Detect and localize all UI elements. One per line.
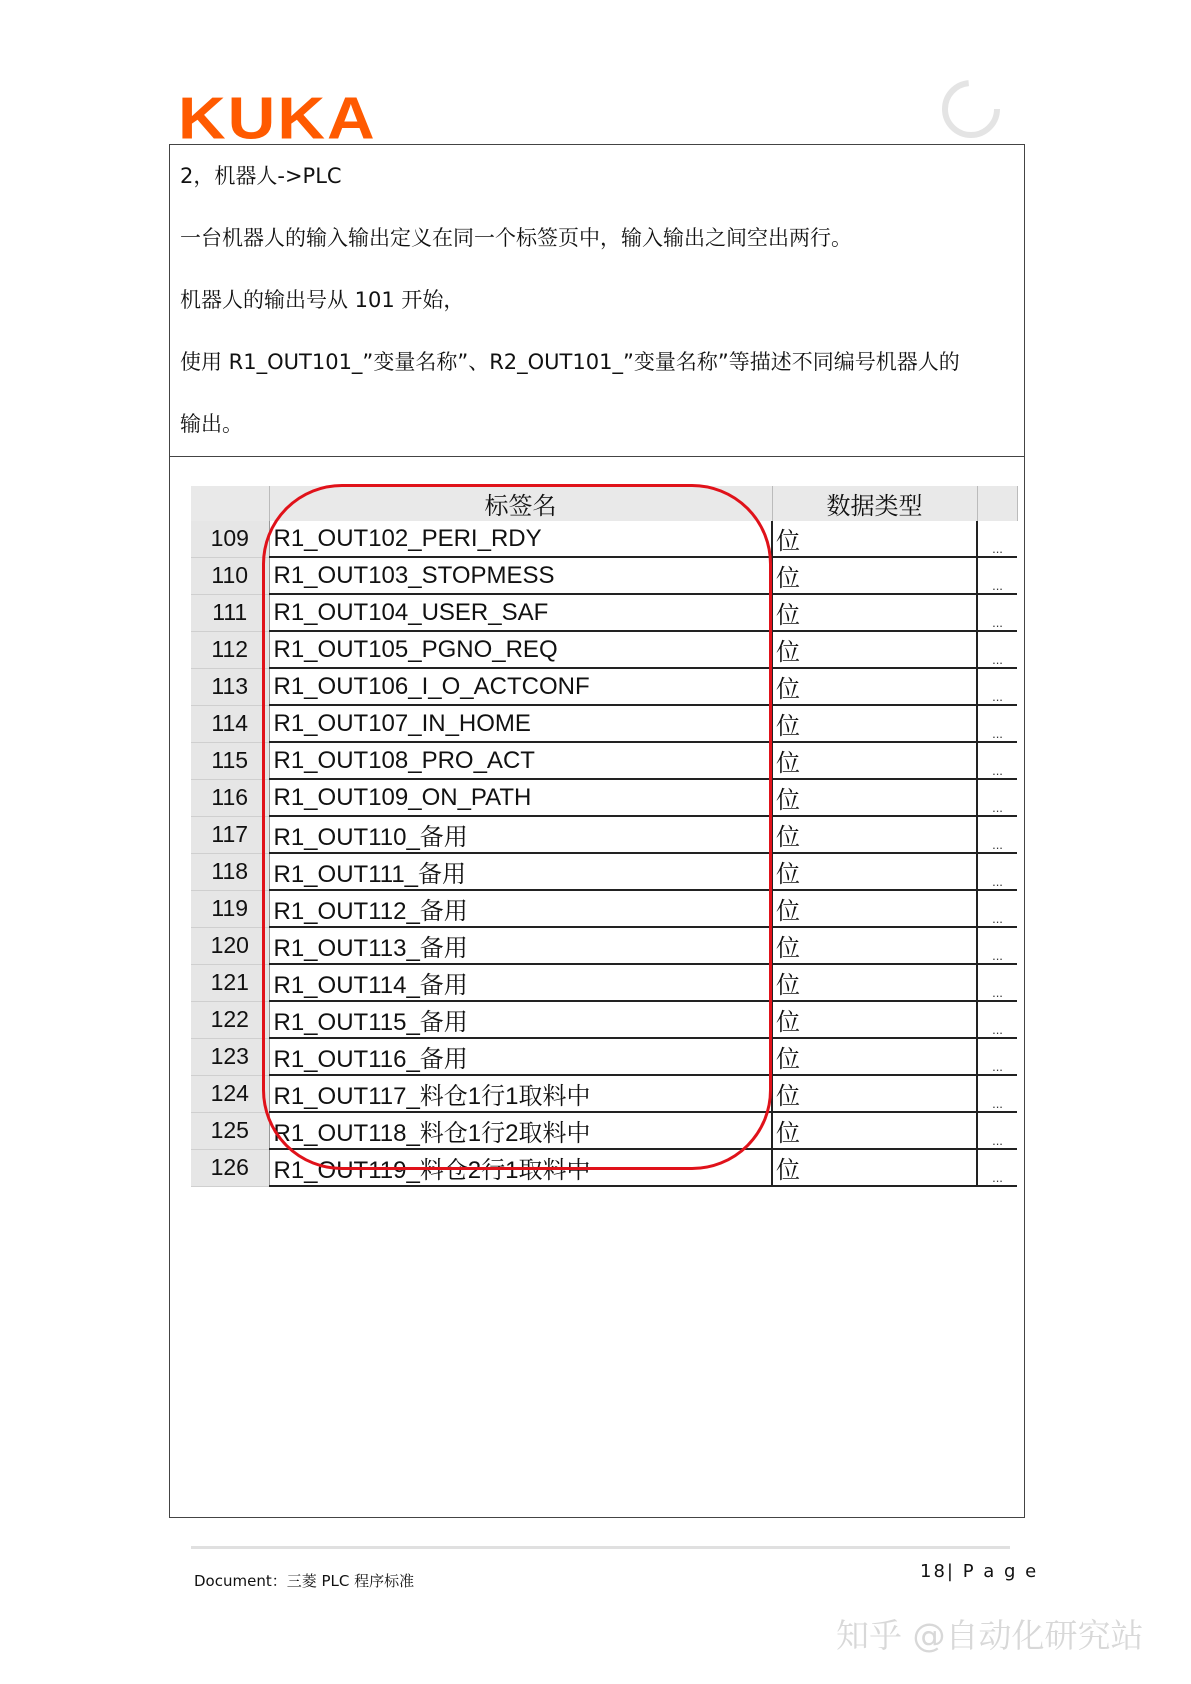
watermark: 知乎 @自动化研究站 <box>836 1616 1144 1655</box>
tag-name-cell[interactable]: R1_OUT117_料仓1行1取料中 <box>269 1075 772 1112</box>
table-row[interactable] <box>191 1038 1017 1075</box>
header-more <box>977 486 1017 521</box>
tag-name-cell[interactable]: R1_OUT118_料仓1行2取料中 <box>269 1112 772 1149</box>
paragraph-1: 一台机器人的输入输出定义在同一个标签页中，输入输出之间空出两行。 <box>180 226 852 250</box>
row-index: 120 <box>191 927 269 964</box>
data-type-cell[interactable]: 位 <box>772 668 977 705</box>
more-button[interactable]: ... <box>977 631 1017 668</box>
data-type-cell[interactable]: 位 <box>772 1112 977 1149</box>
table-row[interactable] <box>191 1149 1017 1186</box>
data-type-cell[interactable]: 位 <box>772 964 977 1001</box>
tag-name-cell[interactable]: R1_OUT103_STOPMESS <box>269 557 772 594</box>
table-row[interactable] <box>191 668 1017 705</box>
tag-name-cell[interactable]: R1_OUT115_备用 <box>269 1001 772 1038</box>
more-button[interactable]: ... <box>977 890 1017 927</box>
data-type-cell[interactable]: 位 <box>772 705 977 742</box>
tag-name-cell[interactable]: R1_OUT102_PERI_RDY <box>269 521 772 557</box>
data-type-cell[interactable]: 位 <box>772 742 977 779</box>
table-row[interactable] <box>191 1112 1017 1149</box>
row-index: 115 <box>191 742 269 779</box>
decorative-ring-icon <box>940 78 1002 140</box>
row-index: 119 <box>191 890 269 927</box>
row-index: 116 <box>191 779 269 816</box>
tag-name-cell[interactable]: R1_OUT111_备用 <box>269 853 772 890</box>
table-row[interactable] <box>191 631 1017 668</box>
more-button[interactable]: ... <box>977 557 1017 594</box>
table-row[interactable] <box>191 779 1017 816</box>
paragraph-3: 使用 R1_OUT101_”变量名称”、R2_OUT101_”变量名称”等描述不同编号机器人的 <box>180 350 960 374</box>
paragraph-2: 机器人的输出号从 101 开始， <box>180 288 465 312</box>
more-button[interactable]: ... <box>977 1038 1017 1075</box>
table-row[interactable] <box>191 890 1017 927</box>
data-type-cell[interactable]: 位 <box>772 816 977 853</box>
row-index: 112 <box>191 631 269 668</box>
data-type-cell[interactable]: 位 <box>772 853 977 890</box>
header-data-type[interactable]: 数据类型 <box>772 486 977 521</box>
more-button[interactable]: ... <box>977 594 1017 631</box>
row-index: 122 <box>191 1001 269 1038</box>
data-type-cell[interactable]: 位 <box>772 779 977 816</box>
more-button[interactable]: ... <box>977 1075 1017 1112</box>
data-type-cell[interactable]: 位 <box>772 594 977 631</box>
data-type-cell[interactable]: 位 <box>772 1001 977 1038</box>
kuka-logo: KUKA <box>178 84 377 151</box>
table-row[interactable] <box>191 964 1017 1001</box>
tag-name-cell[interactable]: R1_OUT106_I_O_ACTCONF <box>269 668 772 705</box>
frame-divider <box>170 456 1024 457</box>
data-type-cell[interactable]: 位 <box>772 631 977 668</box>
table-row[interactable] <box>191 1001 1017 1038</box>
more-button[interactable]: ... <box>977 816 1017 853</box>
row-index: 111 <box>191 594 269 631</box>
more-button[interactable]: ... <box>977 742 1017 779</box>
table-row[interactable] <box>191 557 1017 594</box>
more-button[interactable]: ... <box>977 1149 1017 1186</box>
tag-name-cell[interactable]: R1_OUT112_备用 <box>269 890 772 927</box>
tag-name-cell[interactable]: R1_OUT108_PRO_ACT <box>269 742 772 779</box>
row-index: 113 <box>191 668 269 705</box>
row-index: 118 <box>191 853 269 890</box>
more-button[interactable]: ... <box>977 1112 1017 1149</box>
row-index: 121 <box>191 964 269 1001</box>
footer-document-label: Document：三菱 PLC 程序标准 <box>194 1572 415 1590</box>
row-index: 117 <box>191 816 269 853</box>
table-row[interactable] <box>191 742 1017 779</box>
row-index: 110 <box>191 557 269 594</box>
table-row[interactable] <box>191 853 1017 890</box>
tag-table-container <box>191 486 1017 1187</box>
table-row[interactable] <box>191 594 1017 631</box>
row-index: 109 <box>191 521 269 557</box>
data-type-cell[interactable]: 位 <box>772 1075 977 1112</box>
table-row[interactable] <box>191 1075 1017 1112</box>
row-index: 114 <box>191 705 269 742</box>
section-heading: 2，机器人->PLC <box>180 164 342 188</box>
paragraph-4: 输出。 <box>180 412 243 436</box>
table-row[interactable] <box>191 705 1017 742</box>
more-button[interactable]: ... <box>977 779 1017 816</box>
tag-name-cell[interactable]: R1_OUT114_备用 <box>269 964 772 1001</box>
tag-name-cell[interactable]: R1_OUT113_备用 <box>269 927 772 964</box>
footer-rule <box>191 1546 1010 1549</box>
tag-name-cell[interactable]: R1_OUT104_USER_SAF <box>269 594 772 631</box>
row-index: 124 <box>191 1075 269 1112</box>
table-row[interactable] <box>191 927 1017 964</box>
tag-name-cell[interactable]: R1_OUT116_备用 <box>269 1038 772 1075</box>
more-button[interactable]: ... <box>977 521 1017 557</box>
data-type-cell[interactable]: 位 <box>772 521 977 557</box>
row-index: 123 <box>191 1038 269 1075</box>
table-header-row <box>191 486 1017 521</box>
table-row[interactable] <box>191 816 1017 853</box>
data-type-cell[interactable]: 位 <box>772 1038 977 1075</box>
more-button[interactable]: ... <box>977 964 1017 1001</box>
data-type-cell[interactable]: 位 <box>772 927 977 964</box>
header-tag-name[interactable]: 标签名 <box>269 486 772 521</box>
tag-name-cell[interactable]: R1_OUT109_ON_PATH <box>269 779 772 816</box>
more-button[interactable]: ... <box>977 668 1017 705</box>
tag-name-cell[interactable]: R1_OUT107_IN_HOME <box>269 705 772 742</box>
tag-name-cell[interactable]: R1_OUT105_PGNO_REQ <box>269 631 772 668</box>
row-index: 126 <box>191 1149 269 1186</box>
row-index: 125 <box>191 1112 269 1149</box>
more-button[interactable]: ... <box>977 705 1017 742</box>
more-button[interactable]: ... <box>977 1001 1017 1038</box>
data-type-cell[interactable]: 位 <box>772 1149 977 1186</box>
tag-name-cell[interactable]: R1_OUT110_备用 <box>269 816 772 853</box>
more-button[interactable]: ... <box>977 853 1017 890</box>
tag-table <box>191 486 1018 1187</box>
header-index <box>191 486 269 521</box>
table-row[interactable] <box>191 521 1017 557</box>
footer-page-number: 18| P a g e <box>920 1561 1039 1582</box>
data-type-cell[interactable]: 位 <box>772 890 977 927</box>
tag-name-cell[interactable]: R1_OUT119_料仓2行1取料中 <box>269 1149 772 1186</box>
data-type-cell[interactable]: 位 <box>772 557 977 594</box>
more-button[interactable]: ... <box>977 927 1017 964</box>
